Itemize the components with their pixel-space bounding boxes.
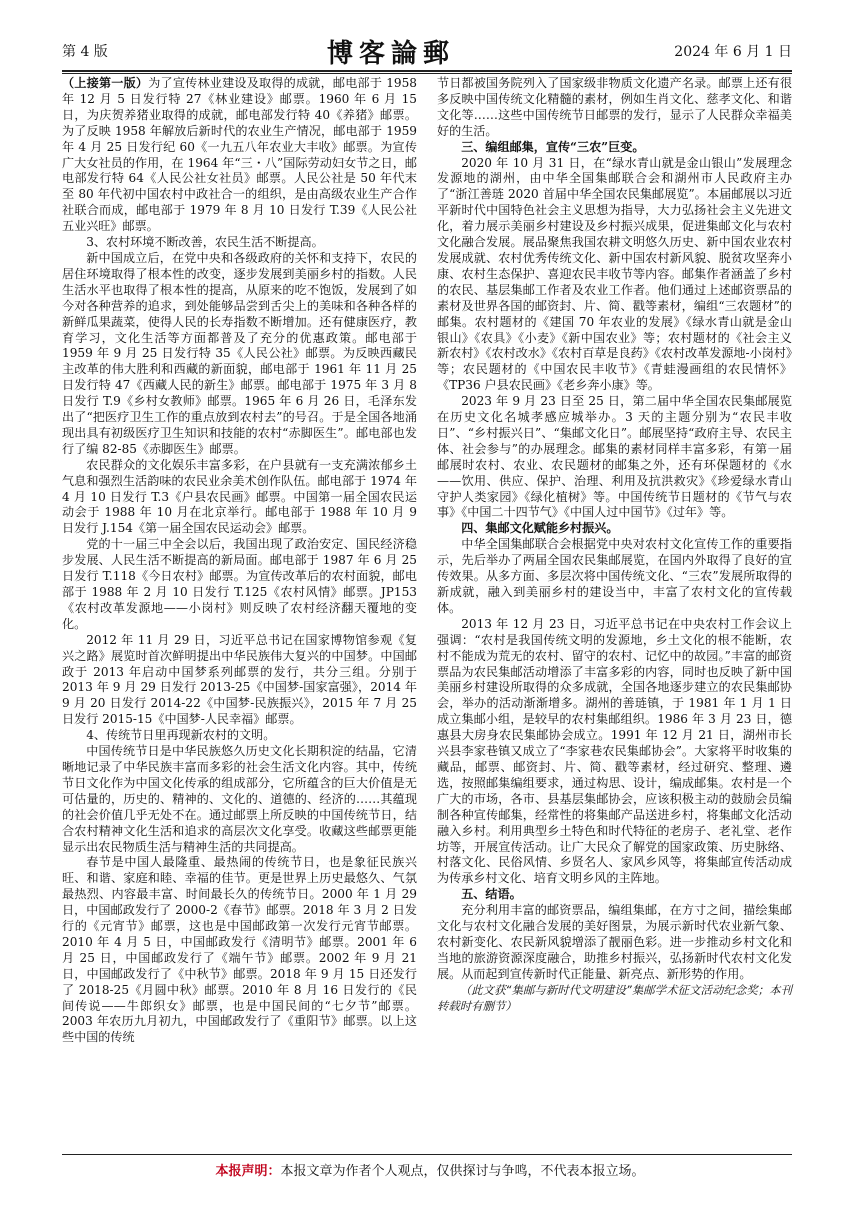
section-heading: 三、编组邮集，宣传“三农”巨变。: [461, 139, 645, 154]
continued-marker: （上接第一版）: [62, 76, 149, 90]
paragraph: 春节是中国人最隆重、最热闹的传统节日，也是象征民族兴旺、和谐、家庭和睦、幸福的佳节。更是世界上历史最悠久、气氛最热烈、内容最丰富、时间最长久的传统节日。2000 年 1 月 29 日，中国邮政发行了 2000-2《春节》邮票。2018 年 3 月 2 日发行的《元宵节》邮票，这也是中国邮政第一次发行元宵节邮票。2010 年 4 月 5 日，中国邮政发行《清明节》邮票。2001 年 6 月 25 日，中国邮政发行了《端午节》邮票。2002 年 9 月 21 日，中国邮政发行了《中秋节》邮票。2018 年 9 月 15 日还发行了 2018-25《月圆中秋》邮票。2010 年 8 月 16 日发行的《民间传说——牛郎织女》邮票，也是中国民间的“七夕节”邮票。2003 年农历九月初九，中国邮政发行了《重阳节》邮票。以上这些中国的传统: [62, 855, 417, 1045]
award-note: （此文获“集邮与新时代文明建设”集邮学术征文活动纪念奖；本刊转载时有删节）: [437, 982, 792, 1013]
issue-date: 2024 年 6 月 1 日: [674, 44, 792, 60]
paragraph: 2023 年 9 月 23 日至 25 日，第二届中华全国农民集邮展览在历史文化名城孝感应城举办。3 天的主题分别为“农民丰收日”、“乡村振兴日”、“集邮文化日”。邮展坚持“政府主导、农民主体、社会参与”的办展理念。邮集的素材同样丰富多彩，有第一届邮展时农村、农业、农民题材的邮集之外，还有环保题材的《水——饮用、供应、保护、治理、利用及抗洪救灾》《珍爱绿水青山 守护人类家园》《绿化植树》等。中国传统节日题材的《节气与农事》《中国二十四节气》《中国人过中国节》《过年》等。: [437, 394, 805, 520]
header-rule-thin: [62, 73, 792, 74]
footer-rule: [62, 1154, 792, 1155]
paragraph: 2012 年 11 月 29 日，习近平总书记在国家博物馆参观《复兴之路》展览时首次鲜明提出中华民族伟大复兴的中国梦。中国邮政于 2013 年启动中国梦系列邮票的发行，共分三组。分别于 2013 年 9 月 29 日发行 2013-25《中国梦-国家富强》，2014 年 9 月 20 日发行 2014-22《中国梦-民族振兴》，2015 年 7 月 25 日发行 2015-15《中国梦-人民幸福》邮票。: [62, 632, 417, 727]
paragraph: 2013 年 12 月 23 日，习近平总书记在中央农村工作会议上强调：“农村是我国传统文明的发源地，乡土文化的根不能断，农村不能成为荒无的农村、留守的农村、记忆中的故园。”丰富的邮资票品为农民集邮活动增添了丰富多彩的内容，同时也反映了新中国美丽乡村建设所取得的众多成就，全国各地逐步建立的农民集邮协会，举办的活动渐渐增多。湖州的善琏镇，于 1981 年 1 月 1 日成立集邮小组，是较早的农村集邮组织。1986 年 3 月 23 日，德惠县大房身农民集邮协会成立。1991 年 12 月 21 日，湖州市长兴县李家巷镇又成立了“李家巷农民集邮协会”。大家将平时收集的藏品，邮票、邮资封、片、简、戳等素材，经过研究、整理、遴选，按照邮集编组要求，通过构思、设计，编成邮集。农村是一个广大的市场，各市、县基层集邮协会，应该积极主动的鼓励会员编制各种宣传邮集，经常性的将集邮产品送进乡村，将集邮文化活动融入乡村。利用典型乡土特色和时代特征的老房子、老礼堂、老作坊等，开展宣传活动。让广大民众了解党的国家政策、历史脉络、村落文化、民俗风情、乡贤名人、家风乡风等，将集邮宣传活动成为传承乡村文化、培育文明乡风的主阵地。: [437, 616, 792, 886]
disclaimer-text: 本报文章为作者个人观点，仅供探讨与争鸣，不代表本报立场。: [280, 1164, 645, 1179]
page-footer: [0, 1160, 860, 1179]
left-column: [62, 76, 417, 1151]
paragraph: 中华全国集邮联合会根据党中央对农村文化宣传工作的重要指示，先后举办了两届全国农民集邮展览，在国内外取得了良好的宣传效果。从多方面、多层次将中国传统文化、“三农”发展所取得的新成就，融入到美丽乡村的建设当中，丰富了农村文化的宣传载体。: [437, 537, 792, 615]
paragraph: 新中国成立后，在党中央和各级政府的关怀和支持下，农民的居住环境取得了根本性的改变，逐步发展到美丽乡村的指数。人民生活水平也取得了根本性的提高，从原来的吃不饱饭，发展到了如今对各种营养的追求，到处能够品尝到舌尖上的美味和各种各样的新鲜瓜果蔬菜，使得人民的长寿指数不断增加。还有健康医疗，教育学习，文化生活等方面都普及了充分的优惠政策。邮电部于 1959 年 9 月 25 日发行特 35《人民公社》邮票。为反映西藏民主改革的伟大胜利和西藏的新面貌，邮电部于 1961 年 11 月 25 日发行特 47《西藏人民的新生》邮票。邮电部于 1975 年 3 月 8 日发行 T.9《乡村女教师》邮票。1965 年 6 月 26 日，毛泽东发出了“把医疗卫生工作的重点放到农村去”的号召。于是全国各地涌现出具有初级医疗卫生知识和技能的农村“赤脚医生”。邮电部也发行了编 82-85《赤脚医生》邮票。: [62, 250, 417, 456]
paragraph: 中国传统节日是中华民族悠久历史文化长期积淀的结晶，它清晰地记录了中华民族丰富而多彩的社会生活文化内容。其中，传统节日文化作为中国文化传承的组成部分，它所蕴含的巨大价值是无可估量的，历史的、精神的、文化的、道德的、经济的……其蕴现的社会价值几乎无处不在。通过邮票上所反映的中国传统节日，结合农村精神文化生活和追求的高层次文化享受。收藏这些邮票更能显示出农民物质生活与精神生活的共同提高。: [62, 744, 417, 854]
paragraph: [62, 76, 417, 235]
article-body: [62, 76, 805, 1151]
disclaimer-label: 本报声明：: [215, 1164, 281, 1179]
section-heading: 四、集邮文化赋能乡村振兴。: [461, 521, 619, 536]
paragraph: 充分利用丰富的邮资票品，编组集邮，在方寸之间，描绘集邮文化与农村文化融合发展的美好图景，为展示新时代农业新气象、农村新变化、农民新风貌增添了靓丽色彩。进一步推动乡村文化和当地的旅游资源深度融合，助推乡村振兴，弘扬新时代农村文化发展。从而起到宣传新时代正能量、新亮点、新形势的作用。: [437, 903, 792, 981]
page-header: [62, 32, 792, 70]
subsection-heading: 4、传统节日里再现新农村的文明。: [86, 728, 276, 743]
masthead-title: 博客論郵: [327, 38, 456, 69]
paragraph: 党的十一届三中全会以后，我国出现了政治安定、国民经济稳步发展、人民生活不断提高的新局面。邮电部于 1987 年 6 月 25 日发行 T.118《今日农村》邮票。为宣传改革后的农村面貌，邮电部于 1988 年 2 月 10 日发行 T.125《农村风情》邮票。JP153《农村改革发源地——小岗村》则反映了农村经济翻天覆地的变化。: [62, 537, 417, 631]
subsection-heading: 3、农村环境不断改善，农民生活不断提高。: [86, 235, 324, 250]
right-column: [437, 76, 805, 1151]
paragraph: 节日都被国务院列入了国家级非物质文化遗产名录。邮票上还有很多反映中国传统文化精髓的素材，例如生肖文化、慈孝文化、和谐文化等……这些中国传统节日邮票的发行，显示了人民群众幸福美好的生活。: [437, 76, 792, 138]
section-heading: 五、结语。: [461, 887, 522, 902]
paragraph-text: 为了宣传林业建设及取得的成就，邮电部于 1958 年 12 月 5 日发行特 27《林业建设》邮票。1960 年 6 月 15 日，为庆贺养猪业取得的成就，邮电部发行特 40《养猪》邮票。为了反映 1958 年解放后新时代的农业生产情况，邮电部于 1959 年 4 月 25 日发行纪 60《一九五八年农业大丰收》邮票。为宣传广大女社员的作用，在 1964 年“三・八”国际劳动妇女节之日，邮电部发行特 64《人民公社女社员》邮票。人民公社是 50 年代末至 80 年代初中国农村中政社合一的组织，是由高级农业生产合作社联合而成，邮电部于 1979 年 8 月 10 日发行 T.39《人民公社五业兴旺》邮票。: [62, 76, 417, 234]
header-rule: [62, 70, 792, 72]
paragraph: 农民群众的文化娱乐丰富多彩，在户县就有一支充满浓郁乡土气息和强烈生活韵味的农民业余美术创作队伍。邮电部于 1974 年 4 月 10 日发行 T.3《户县农民画》邮票。中国第一届全国农民运动会于 1988 年 10 月在北京举行。邮电部于 1988 年 10 月 9 日发行 J.154《第一届全国农民运动会》邮票。: [62, 457, 417, 536]
edition-number: 第 4 版: [62, 44, 108, 60]
paragraph: 2020 年 10 月 31 日，在“绿水青山就是金山银山”发展理念发源地的湖州，由中华全国集邮联合会和湖州市人民政府主办了“浙江善琏 2020 首届中华全国农民集邮展览”。本届邮展以习近平新时代中国特色社会主义思想为指导，大力弘扬社会主义先进文化，着力展示美丽乡村建设及乡村振兴成果，促进集邮文化与农村文化融合发展。展品聚焦我国农耕文明悠久历史、新中国农业农村发展成就、农村优秀传统文化、新中国农村新风貌、脱贫攻坚奔小康、农村生态保护、喜迎农民丰收节等内容。邮集作者涵盖了乡村的农民、基层集邮工作者及农业工作者。他们通过上述邮资票品的素材及世界各国的邮资封、片、简、戳等素材，编组“三农题材”的邮集。农村题材的《建国 70 年农业的发展》《绿水青山就是金山银山》《农具》《小麦》《新中国农业》等；农村题材的《社会主义新农村》《农村改水》《农村百草是良药》《农村改革发源地-小岗村》等；农民题材的《中国农民丰收节》《青蛙漫画组的农民情怀》《TP36 户县农民画》《老乡奔小康》等。: [437, 155, 792, 393]
